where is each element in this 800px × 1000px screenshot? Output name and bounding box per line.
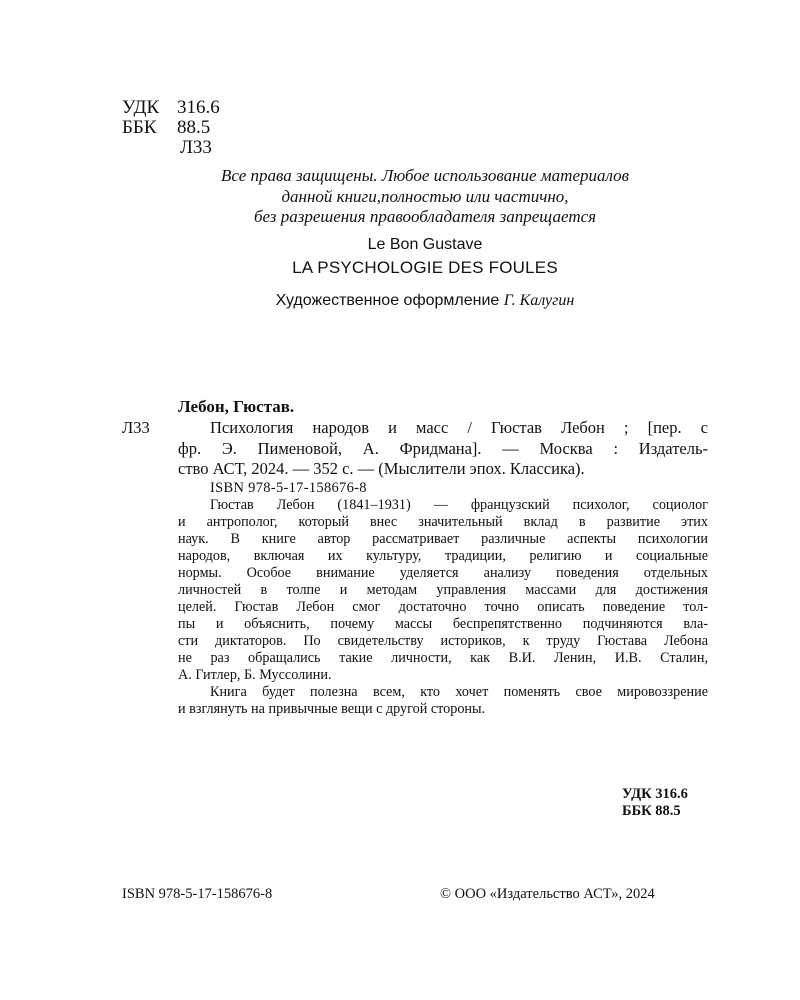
design-label: Художественное оформление: [275, 292, 500, 309]
annotation-line: А. Гитлер, Б. Муссолини.: [178, 667, 332, 683]
record-heading: Лебон, Гюстав.: [178, 397, 295, 416]
annotation-line: и антрополог, который внес значительный вклад в развитие этих: [178, 514, 708, 530]
udk-label: УДК: [122, 97, 160, 118]
record-isbn: ISBN 978-5-17-158676-8: [210, 480, 367, 496]
annotation-line: пы и объяснить, почему массы беспрепятственно подчиняются вла-: [178, 616, 708, 632]
annotation-line: народов, включая их культуру, традиции, религию и социальные: [178, 548, 708, 564]
annotation: [178, 497, 708, 718]
design-credit: [120, 292, 730, 310]
copyright-notice: © ООО «Издательство АСТ», 2024: [440, 886, 655, 902]
rights-notice: [120, 166, 730, 228]
classification-codes-bottom: [622, 786, 688, 820]
author-mark: Л33: [180, 137, 212, 158]
annotation-line: сти диктаторов. По свидетельству историков, к труду Гюстава Лебона: [178, 633, 708, 649]
record-line: Психология народов и масс / Гюстав Лебон ; [пер. с: [210, 418, 708, 437]
annotation-line: не раз обращались такие личности, как В.И. Ленин, И.В. Сталин,: [178, 650, 708, 666]
bbk-code: [122, 118, 210, 138]
annotation-line: Книга будет полезна всем, кто хочет поменять свое мировоззрение: [210, 684, 708, 700]
annotation-line: целей. Гюстав Лебон смог достаточно точно описать поведение тол-: [178, 599, 708, 615]
udk-code-bottom: УДК 316.6: [622, 786, 688, 802]
annotation-line: личностей в толпе и методам управления массами для достижения: [178, 582, 708, 598]
rights-notice-line: Все права защищены. Любое использование материалов: [221, 166, 629, 185]
annotation-line: Гюстав Лебон (1841–1931) — французский психолог, социолог: [210, 497, 708, 513]
record-line: ство АСТ, 2024. — 352 с. — (Мыслители эпох. Классика).: [178, 459, 585, 478]
record-code: Л33: [122, 418, 150, 437]
design-artist: Г. Калугин: [503, 292, 575, 309]
rights-notice-line: данной книги,полностью или частично,: [281, 186, 569, 206]
bbk-code-bottom: ББК 88.5: [622, 803, 681, 819]
footer-isbn: ISBN 978-5-17-158676-8: [122, 886, 273, 902]
bbk-label: ББК: [122, 117, 157, 138]
udk-code: [122, 98, 220, 118]
udk-value: 316.6: [177, 97, 220, 118]
record-line: фр. Э. Пименовой, А. Фридмана]. — Москва : Издатель-: [178, 438, 708, 458]
annotation-line: и взглянуть на привычные вещи с другой стороны.: [178, 701, 486, 717]
annotation-line: наук. В книге автор рассматривает различные аспекты психологии: [178, 531, 708, 547]
rights-notice-line: без разрешения правообладателя запрещается: [253, 207, 597, 226]
bbk-value: 88.5: [177, 117, 211, 138]
original-author: Le Bon Gustave: [367, 236, 483, 253]
annotation-line: нормы. Особое внимание уделяется анализу поведения отдельных: [178, 565, 708, 581]
record-description: [178, 418, 708, 480]
original-title: LA PSYCHOLOGIE DES FOULES: [292, 258, 558, 277]
